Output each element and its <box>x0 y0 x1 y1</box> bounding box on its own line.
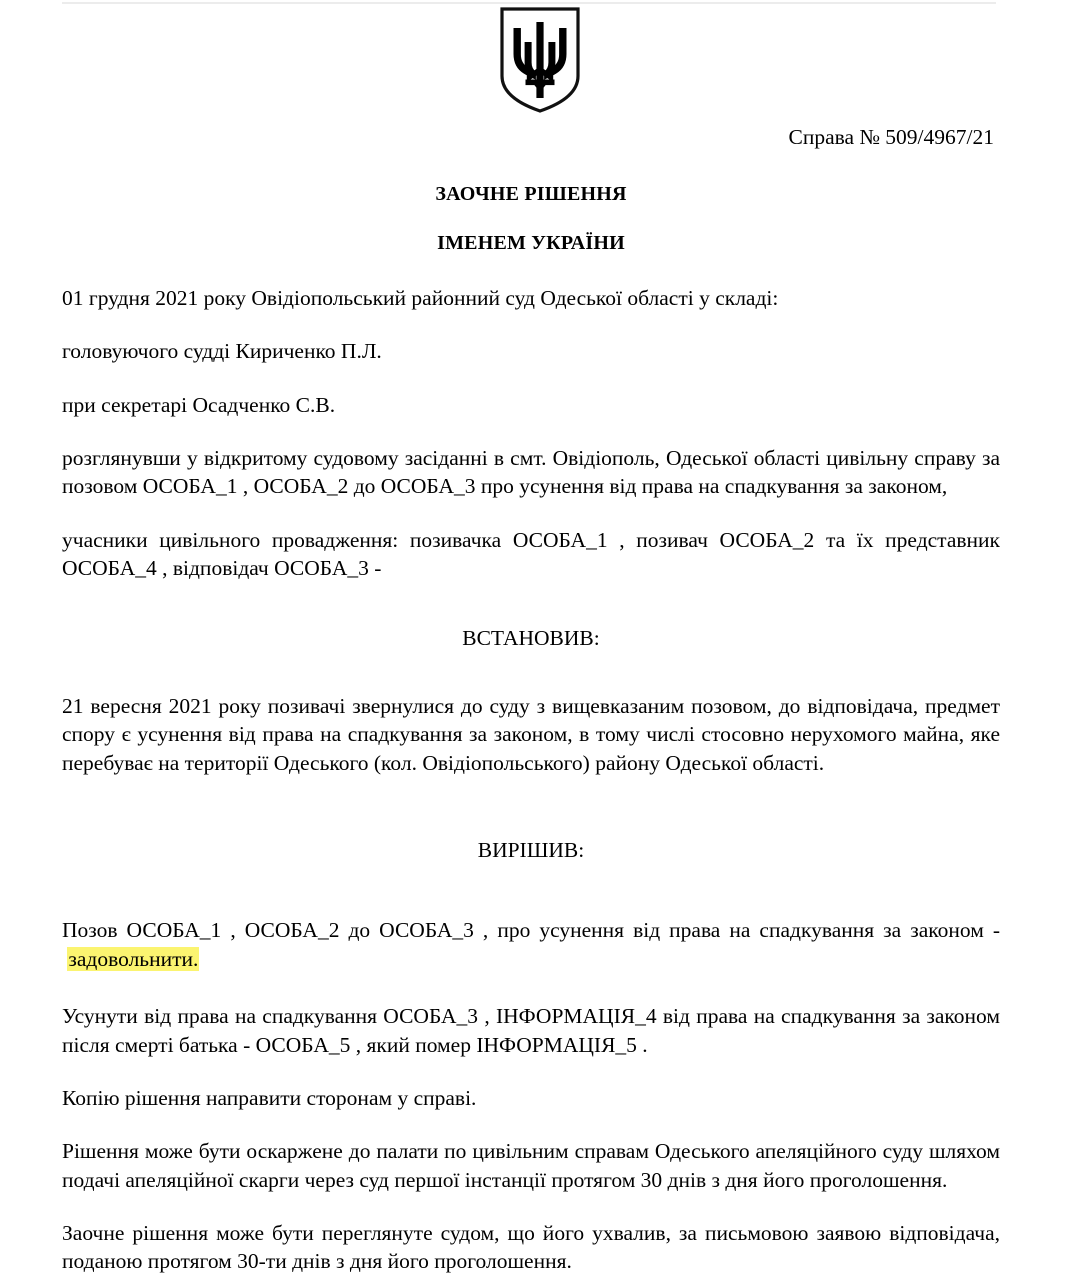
document-title-primary: ЗАОЧНЕ РІШЕННЯ <box>435 182 627 205</box>
document-title-secondary: ІМЕНЕМ УКРАЇНИ <box>437 231 625 254</box>
established-paragraph: 21 вересня 2021 року позивачі звернулися до суду з вищевказаним позовом, до відповідача, предмет спору є усунення від права на спадкування за законом, в тому числі стосовно нерухомого майна, яке перебуває на території Одеського (кол. Овідіопольського) району Одеської області. <box>62 693 1000 775</box>
hearing-date-and-court: 01 грудня 2021 року Овідіопольський районний суд Одеської області у складі: <box>62 285 779 310</box>
default-judgment-review-instructions: Заочне рішення може бути переглянуте судом, що його ухвалив, за письмовою заявою відповідача, поданою протягом 30-ти днів з дня його проголошення. <box>62 1221 1000 1274</box>
hearing-description: розглянувши у відкритому судовому засіданні в смт. Овідіополь, Одеської області цивільну справу за позовом ОСОБА_1 , ОСОБА_2 до ОСОБА_3 про усунення від права на спадкування за законом, <box>62 446 1000 499</box>
ruling-claim-text: Позов ОСОБА_1 , ОСОБА_2 до ОСОБА_3 , про усунення від права на спадкування за законом - <box>62 918 1000 943</box>
section-heading-established: ВСТАНОВИВ: <box>462 625 600 650</box>
court-secretary: при секретарі Осадченко С.В. <box>62 392 336 417</box>
appeal-instructions: Рішення може бути оскаржене до палати по цивільним справам Одеського апеляційного суду шляхом подачі апеляційної скарги через суд першої інстанції протягом 30 днів з дня його проголошення. <box>62 1139 1000 1192</box>
case-number: Справа № 509/4967/21 <box>788 125 994 149</box>
section-heading-decided: ВИРІШИВ: <box>477 838 585 863</box>
presiding-judge: головуючого судді Кириченко П.Л. <box>62 339 382 364</box>
emblem-spacer <box>62 0 1000 124</box>
highlighted-ruling-verdict: задовольнити. <box>68 946 199 971</box>
ruling-send-copy: Копію рішення направити сторонам у справі. <box>62 1085 477 1110</box>
ruling-claim-satisfied <box>62 916 1000 973</box>
ruling-removal-from-inheritance: Усунути від права на спадкування ОСОБА_3 , ІНФОРМАЦІЯ_4 від права на спадкування за законом після смерті батька - ОСОБА_5 , який помер ІНФОРМАЦІЯ_5 . <box>62 1004 1000 1057</box>
document-body <box>62 0 1000 1276</box>
case-participants: учасники цивільного провадження: позивачка ОСОБА_1 , позивач ОСОБА_2 та їх представник ОСОБА_4 , відповідач ОСОБА_3 - <box>62 527 1000 581</box>
